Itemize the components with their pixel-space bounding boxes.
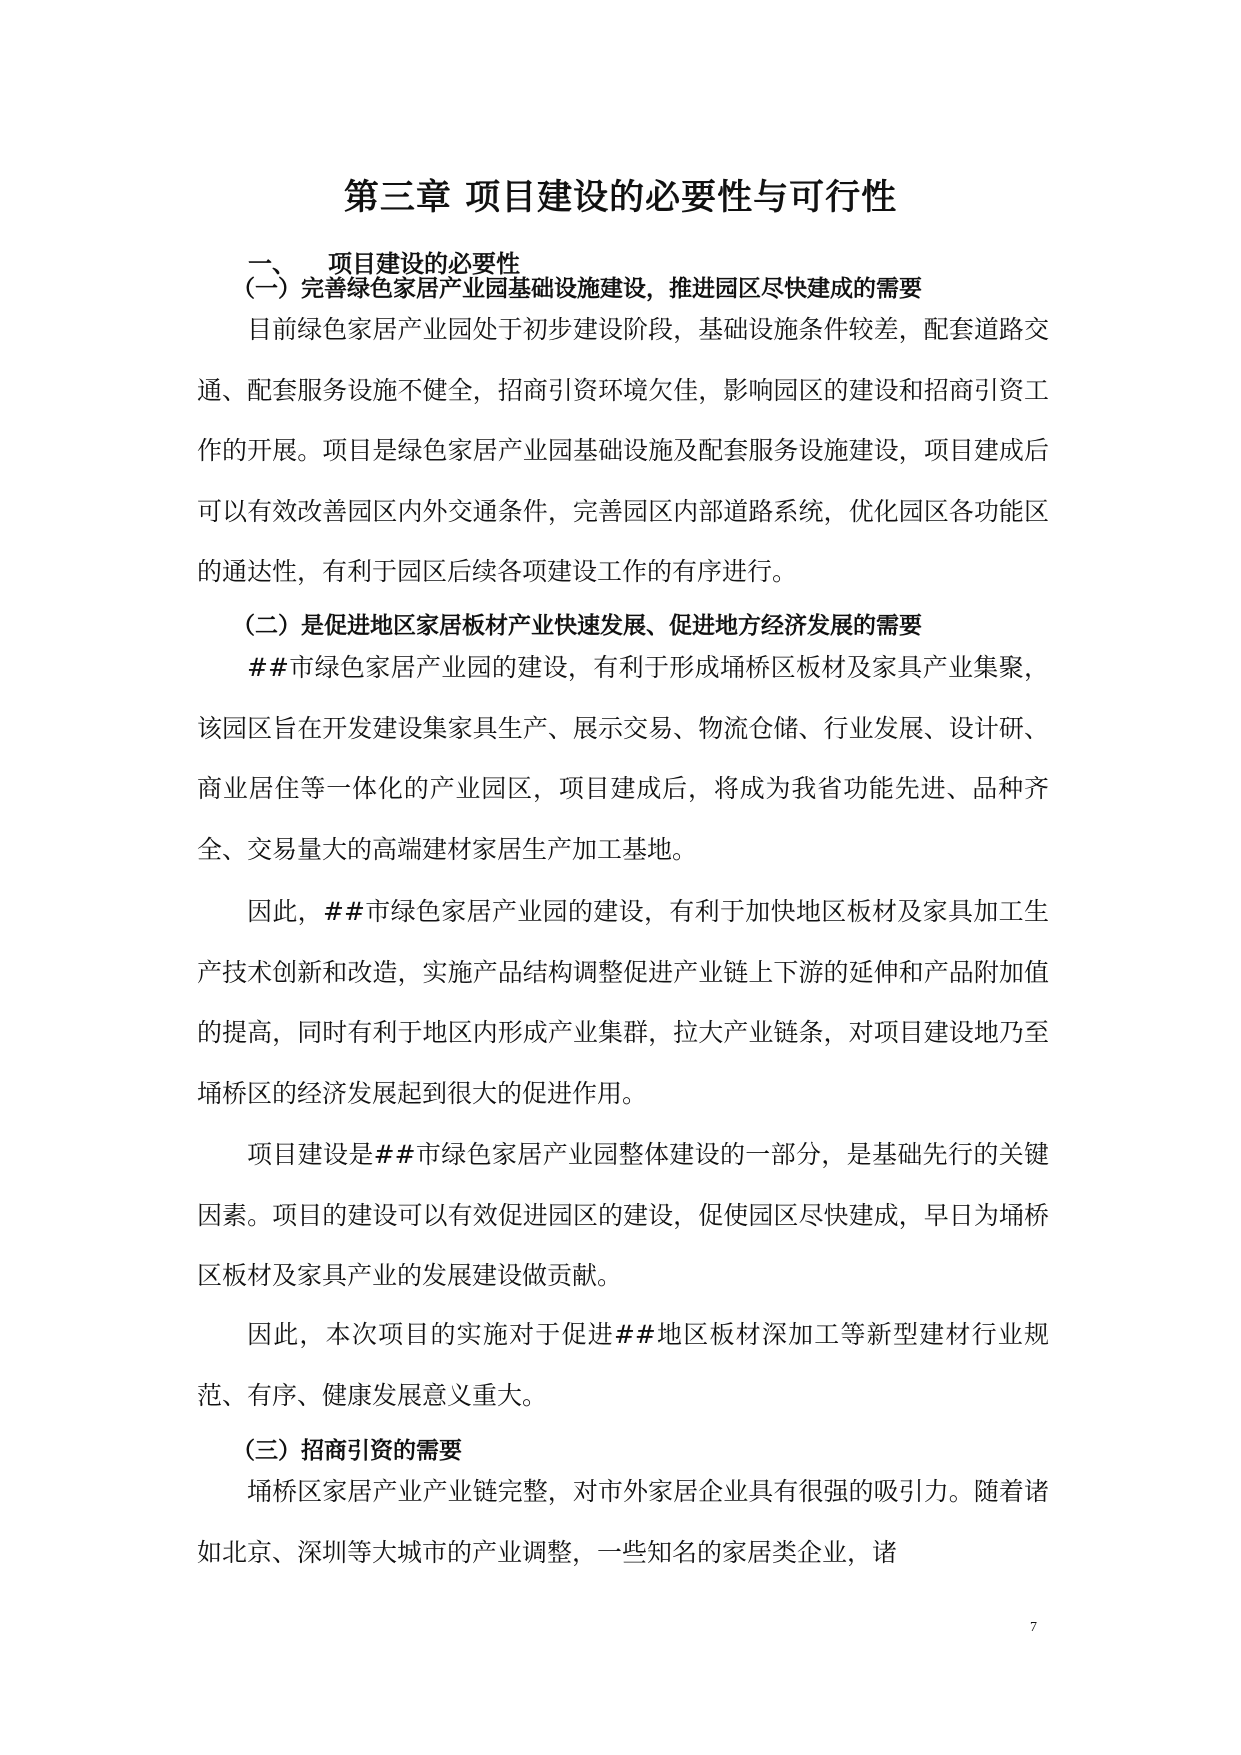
paragraph-3: 因此，##市绿色家居产业园的建设，有利于加快地区板材及家具加工生产技术创新和改造，实施产品结构调整促进产业链上下游的延伸和产品附加值的提高，同时有利于地区内形成产业集群，拉大产业链条，对项目建设地乃至埇桥区的经济发展起到很大的促进作用。 <box>197 897 1049 1108</box>
paragraph-2: ##市绿色家居产业园的建设，有利于形成埇桥区板材及家具产业集聚，该园区旨在开发建设集家具生产、展示交易、物流仓储、行业发展、设计研、商业居住等一体化的产业园区，项目建成后，将成为我省功能先进、品种齐全、交易量大的高端建材家居生产加工基地。 <box>197 653 1049 864</box>
chapter-title: 第三章 项目建设的必要性与可行性 <box>343 177 898 218</box>
section-number: 一、 <box>248 249 296 278</box>
section-title: 项目建设的必要性 <box>328 249 520 278</box>
subsection-heading-1: （一）完善绿色家居产业园基础设施建设，推进园区尽快建成的需要 <box>232 275 922 302</box>
subsection-heading-3: （三）招商引资的需要 <box>232 1437 462 1464</box>
paragraph-6: 埇桥区家居产业产业链完整，对市外家居企业具有很强的吸引力。随着诸如北京、深圳等大城市的产业调整，一些知名的家居类企业，诸 <box>197 1477 1049 1567</box>
paragraph-1: 目前绿色家居产业园处于初步建设阶段，基础设施条件较差，配套道路交通、配套服务设施不健全，招商引资环境欠佳，影响园区的建设和招商引资工作的开展。项目是绿色家居产业园基础设施及配套服务设施建设，项目建成后可以有效改善园区内外交通条件，完善园区内部道路系统，优化园区各功能区的通达性，有利于园区后续各项建设工作的有序进行。 <box>197 315 1049 586</box>
paragraph-4: 项目建设是##市绿色家居产业园整体建设的一部分，是基础先行的关键因素。项目的建设可以有效促进园区的建设，促使园区尽快建成，早日为埇桥区板材及家具产业的发展建设做贡献。 <box>197 1140 1049 1290</box>
page-number: 7 <box>1030 1620 1037 1635</box>
paragraph-5: 因此，本次项目的实施对于促进##地区板材深加工等新型建材行业规范、有序、健康发展意义重大。 <box>197 1320 1049 1410</box>
subsection-heading-2: （二）是促进地区家居板材产业快速发展、促进地方经济发展的需要 <box>232 612 922 639</box>
